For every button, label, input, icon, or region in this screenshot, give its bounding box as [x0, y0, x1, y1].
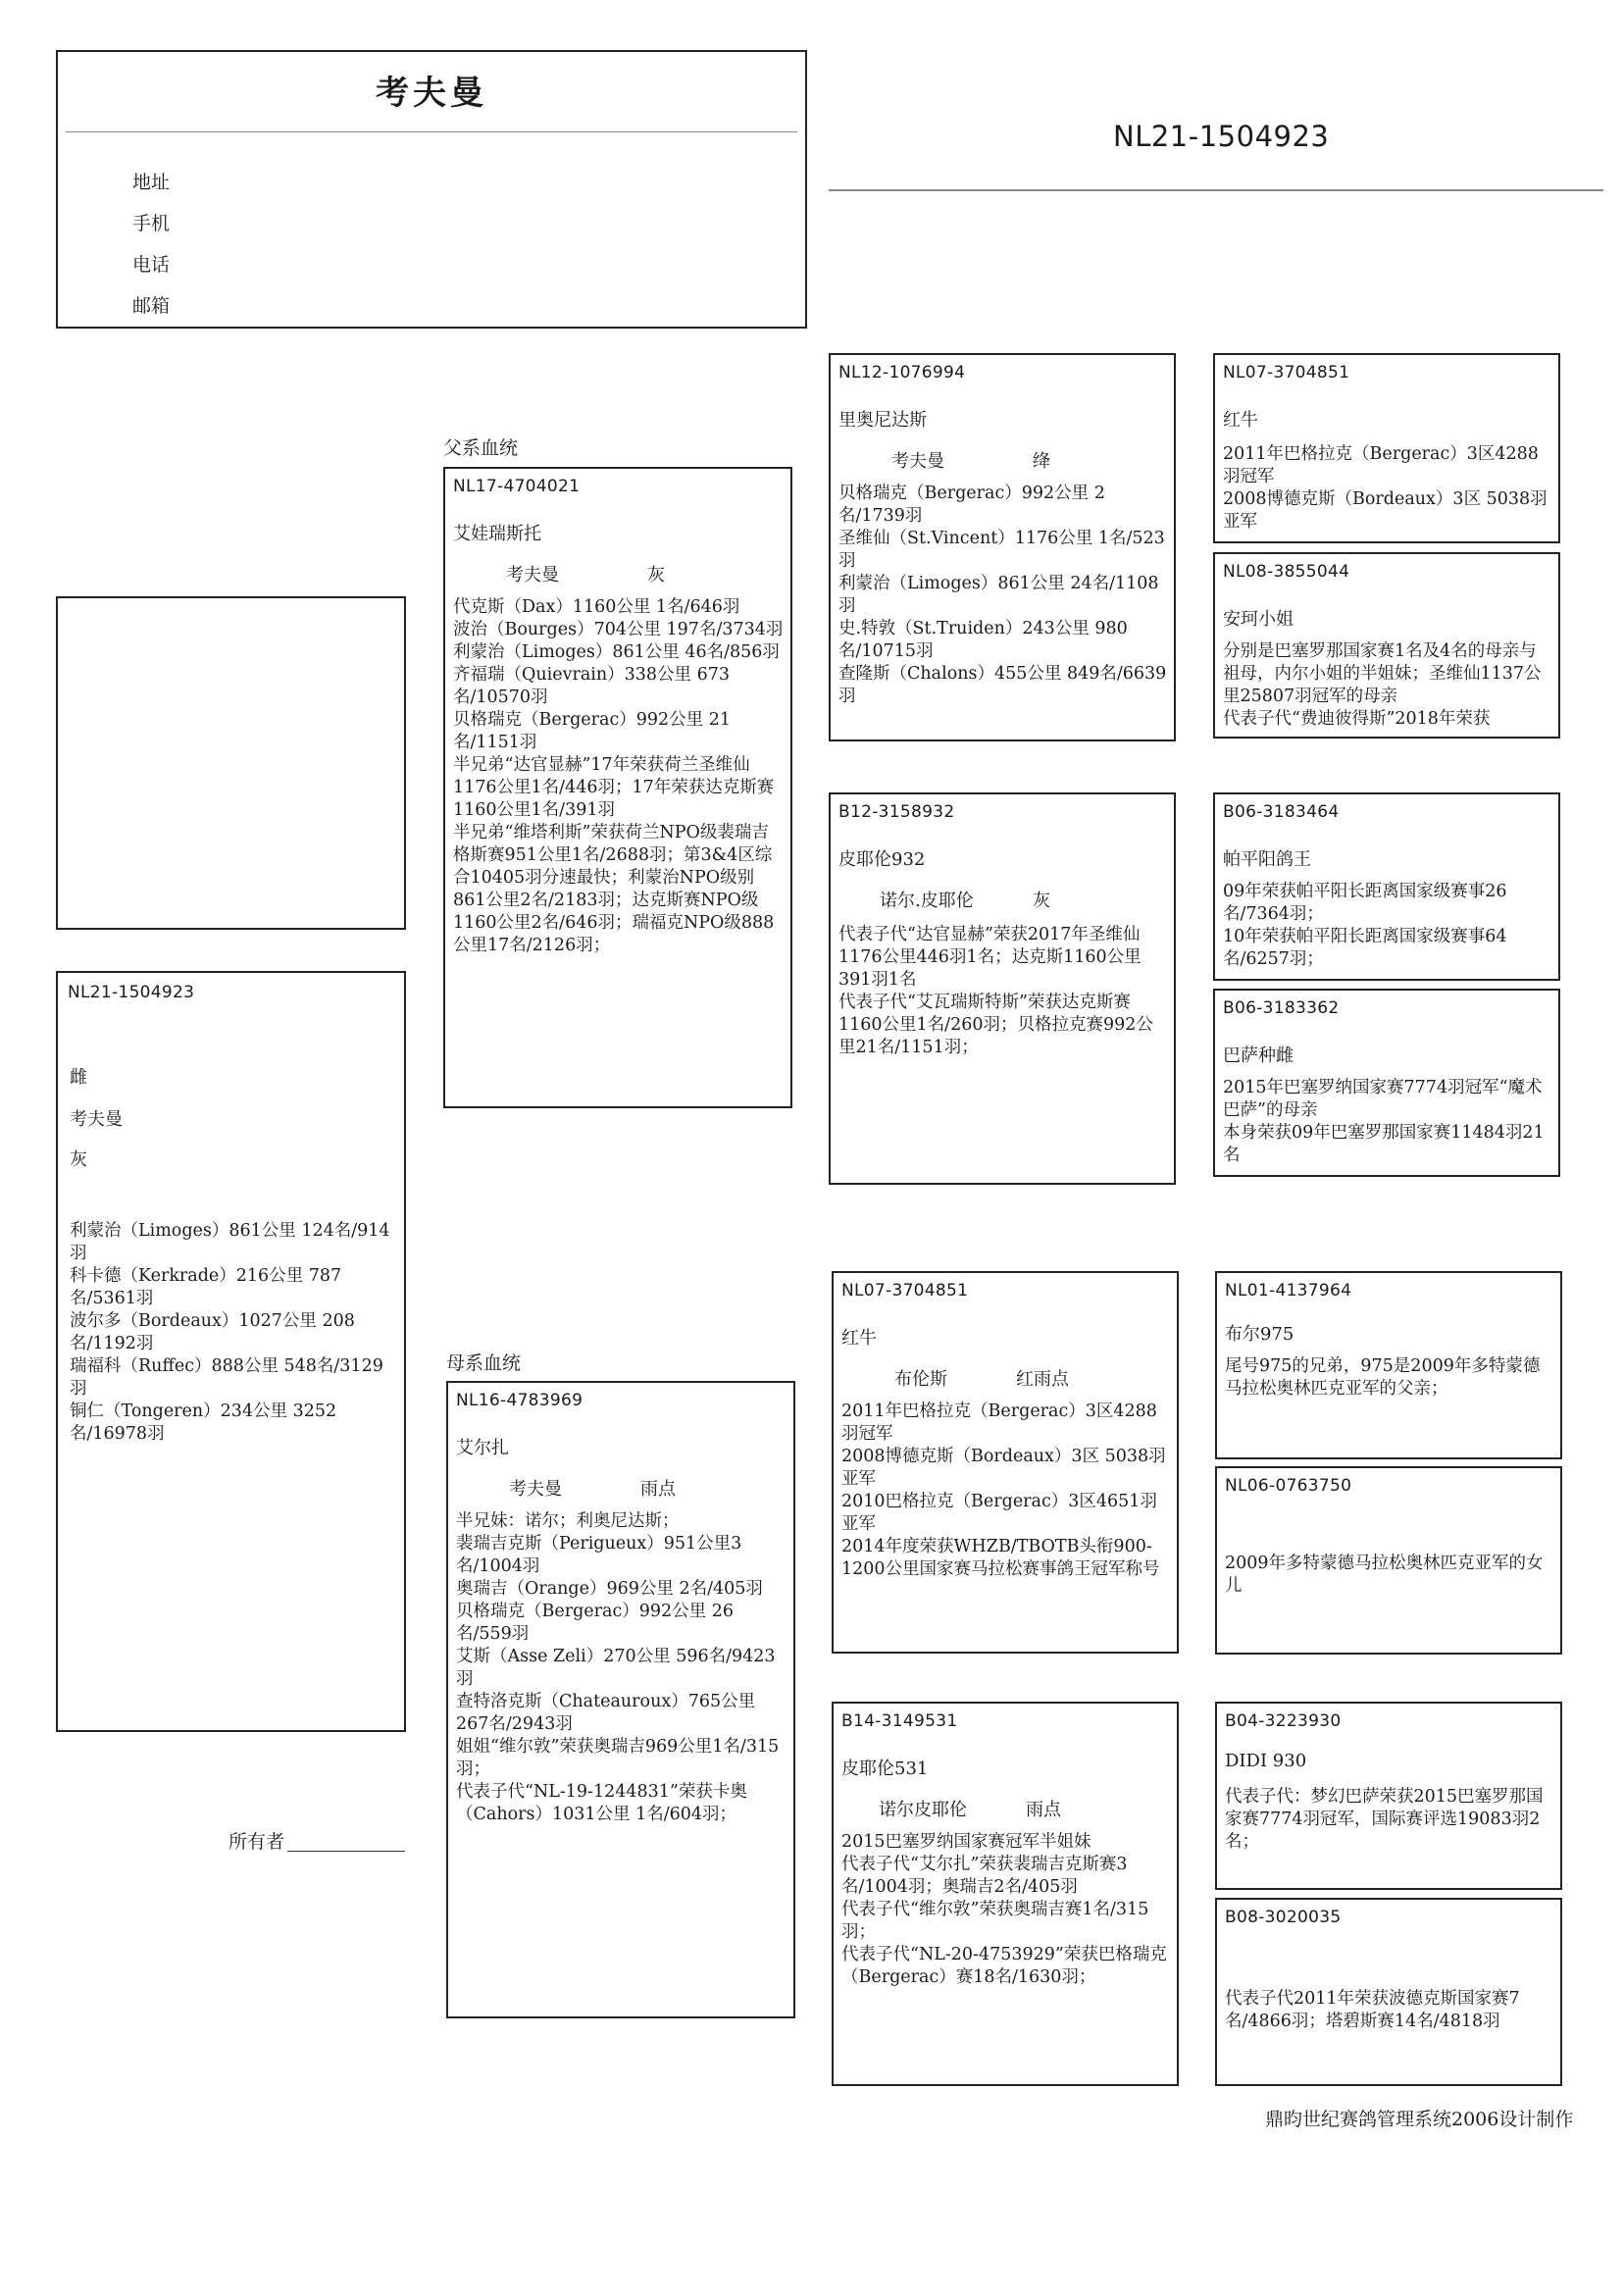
dsd-card [1215, 1466, 1562, 1655]
owner-signature-label: 所有者 [228, 1831, 285, 1853]
ds-color: 红雨点 [1016, 1369, 1069, 1390]
main-ring-number: NL21-1504923 [1113, 120, 1330, 153]
dam-section-label: 母系血统 [446, 1352, 522, 1374]
ds-breeder: 布伦斯 [894, 1369, 947, 1390]
result-line: 利蒙治（Limoges）861公里 124名/914羽 [70, 1221, 390, 1263]
dds-ring: B04-3223930 [1225, 1711, 1342, 1731]
dss-card [1215, 1271, 1562, 1459]
result-line: 瑞福科（Ruffec）888公里 548名/3129羽 [70, 1356, 383, 1399]
detail-line: 代表子代“NL-20-4753929”荣获巴格瑞克（Bergerac）赛18名/1630羽； [841, 1945, 1167, 1987]
subject-ring: NL21-1504923 [68, 983, 195, 1002]
ddd-card [1215, 1898, 1562, 2086]
dam-sire-card [832, 1271, 1179, 1654]
phone-label: 电话 [132, 254, 171, 276]
detail-line: 2008博德克斯（Bordeaux）3区 5038羽 亚军 [1223, 489, 1548, 532]
sds-card [1213, 792, 1560, 981]
detail-line: 史.特敦（St.Truiden）243公里 980名/10715羽 [838, 619, 1128, 661]
dds-details [1225, 1786, 1554, 1854]
detail-line: 本身荣获09年巴塞罗那国家赛11484羽21名 [1223, 1123, 1545, 1165]
detail-line: 2008博德克斯（Bordeaux）3区 5038羽 亚军 [841, 1447, 1166, 1489]
detail-line: 2015巴塞罗纳国家赛冠军半姐妹 [841, 1832, 1091, 1852]
detail-line: 奥瑞吉（Orange）969公里 2名/405羽 [456, 1579, 763, 1599]
detail-line: 波治（Bourges）704公里 197名/3734羽 [453, 620, 784, 639]
dam-color: 雨点 [640, 1479, 676, 1500]
sd-name: 皮耶伦932 [838, 849, 926, 870]
dam-ring: NL16-4783969 [456, 1391, 584, 1410]
detail-line: 半兄妹：诺尔；利奥尼达斯； [456, 1511, 680, 1531]
dam-breeder: 考夫曼 [509, 1479, 562, 1500]
owner-signature-line [287, 1851, 405, 1852]
ds-name: 红牛 [841, 1328, 877, 1349]
detail-line: 半兄弟“维塔利斯”荣获荷兰NPO级裴瑞吉格斯赛951公里1名/2688羽；第3&4区综合10405羽分速最快；利蒙治NPO级别861公里2名/2183羽；达克斯赛NPO级1160公里2名/646羽；瑞福克NPO级888公里17名/2126羽； [453, 823, 775, 955]
ddd-ring: B08-3020035 [1225, 1908, 1342, 1927]
sire-section-label: 父系血统 [443, 437, 519, 459]
detail-line: 2009年多特蒙德马拉松奥林匹克亚军的女儿 [1225, 1554, 1544, 1596]
detail-line: 尾号975的兄弟，975是2009年多特蒙德马拉松奥林匹克亚军的父亲； [1225, 1356, 1541, 1399]
detail-line: 2010巴格拉克（Bergerac）3区4651羽亚军 [841, 1492, 1157, 1534]
ssd-name: 安珂小姐 [1223, 609, 1294, 630]
detail-line: 代表子代“达官显赫”荣获2017年圣维仙1176公里446羽1名；达克斯1160公里391羽1名 [838, 925, 1142, 990]
sdd-name: 巴萨种雌 [1223, 1045, 1294, 1066]
detail-line: 贝格瑞克（Bergerac）992公里 21名/1151羽 [453, 710, 731, 752]
sss-card [1213, 353, 1560, 543]
dd-color: 雨点 [1026, 1800, 1061, 1820]
sss-ring: NL07-3704851 [1223, 363, 1350, 382]
sire-color: 灰 [647, 565, 665, 586]
subject-card [56, 971, 406, 1732]
dsd-details [1225, 1553, 1554, 1598]
detail-line: 贝格瑞克（Bergerac）992公里 26名/559羽 [456, 1602, 734, 1644]
detail-line: 代表子代“费迪彼得斯”2018年荣获 [1223, 709, 1491, 729]
dam-card [446, 1381, 795, 2018]
sire-sire-card [829, 353, 1176, 741]
subject-breeder: 考夫曼 [70, 1109, 123, 1130]
dam-name: 艾尔扎 [456, 1438, 509, 1458]
detail-line: 查隆斯（Chalons）455公里 849名/6639羽 [838, 664, 1167, 706]
dds-name: DIDI 930 [1225, 1751, 1307, 1771]
detail-line: 代表子代“艾尔扎”荣获裴瑞吉克斯赛3名/1004羽；奥瑞吉2名/405羽 [841, 1855, 1128, 1897]
ss-details [838, 483, 1168, 708]
dsd-ring: NL06-0763750 [1225, 1476, 1352, 1496]
detail-line: 姐姐“维尔敦”荣获奥瑞吉969公里1名/315羽； [456, 1737, 780, 1779]
result-line: 科卡德（Kerkrade）216公里 787名/5361羽 [70, 1266, 342, 1308]
subject-color: 灰 [70, 1149, 87, 1170]
detail-line: 裴瑞吉克斯（Perigueux）951公里3名/1004羽 [456, 1534, 742, 1576]
detail-line: 代表子代“艾瓦瑞斯特斯”荣获达克斯赛1160公里1名/260羽；贝格拉克赛992公里21名/1151羽； [838, 993, 1153, 1057]
dam-dam-card [832, 1702, 1179, 2086]
sss-name: 红牛 [1223, 410, 1258, 431]
dd-breeder: 诺尔皮耶伦 [879, 1800, 967, 1820]
sire-ring: NL17-4704021 [453, 477, 581, 496]
sd-breeder: 诺尔.皮耶伦 [880, 891, 974, 911]
ds-ring: NL07-3704851 [841, 1281, 969, 1300]
footer-credit: 鼎昀世纪赛鸽管理系统2006设计制作 [1265, 2109, 1574, 2130]
detail-line: 查特洛克斯（Chateauroux）765公里 267名/2943羽 [456, 1692, 756, 1734]
detail-line: 代表子代“NL-19-1244831”荣获卡奥（Cahors）1031公里 1名/604羽； [456, 1782, 747, 1824]
detail-line: 代克斯（Dax）1160公里 1名/646羽 [453, 597, 740, 617]
mobile-label: 手机 [132, 213, 171, 234]
ss-ring: NL12-1076994 [838, 363, 966, 382]
dam-details [456, 1510, 787, 1826]
address-label: 地址 [132, 172, 171, 193]
ss-name: 里奥尼达斯 [838, 410, 927, 431]
detail-line: 2011年巴格拉克（Bergerac）3区4288羽冠军 [841, 1402, 1157, 1444]
ssd-ring: NL08-3855044 [1223, 562, 1350, 582]
sire-breeder: 考夫曼 [506, 565, 559, 586]
sd-details [838, 924, 1168, 1059]
sd-color: 灰 [1033, 891, 1050, 911]
dds-card [1215, 1702, 1562, 1890]
email-label: 邮箱 [132, 295, 171, 317]
sire-dam-card [829, 792, 1176, 1185]
detail-line: 09年荣获帕平阳长距离国家级赛事26名/7364羽； [1223, 882, 1507, 924]
subject-sex: 雌 [70, 1067, 87, 1088]
dss-details [1225, 1355, 1554, 1401]
detail-line: 10年荣获帕平阳长距离国家级赛事64名/6257羽； [1223, 927, 1507, 969]
detail-line: 贝格瑞克（Bergerac）992公里 2名/1739羽 [838, 484, 1105, 526]
ssd-details [1223, 640, 1552, 731]
sdd-card [1213, 989, 1560, 1177]
detail-line: 2011年巴格拉克（Bergerac）3区4288羽冠军 [1223, 444, 1539, 486]
sire-name: 艾娃瑞斯托 [453, 524, 541, 544]
detail-line: 利蒙治（Limoges）861公里 24名/1108羽 [838, 574, 1159, 616]
detail-line: 代表子代：梦幻巴萨荣获2015巴塞罗那国家赛7774羽冠军，国际赛评选19083羽2名； [1225, 1787, 1544, 1852]
detail-line: 2015年巴塞罗纳国家赛7774羽冠军“魔术巴萨”的母亲 [1223, 1078, 1543, 1120]
detail-line: 利蒙治（Limoges）861公里 46名/856羽 [453, 642, 780, 662]
ds-details [841, 1401, 1171, 1581]
owner-divider [66, 131, 797, 132]
detail-line: 艾斯（Asse Zeli）270公里 596名/9423羽 [456, 1647, 776, 1689]
dss-ring: NL01-4137964 [1225, 1281, 1352, 1300]
sire-details [453, 596, 785, 957]
detail-line: 圣维仙（St.Vincent）1176公里 1名/523羽 [838, 529, 1165, 571]
detail-line: 分别是巴塞罗那国家赛1名及4名的母亲与祖母，内尔小姐的半姐妹；圣维仙1137公里25807羽冠军的母亲 [1223, 641, 1542, 706]
subject-results [70, 1220, 398, 1446]
sd-ring: B12-3158932 [838, 802, 955, 822]
sds-details [1223, 881, 1552, 971]
photo-frame [56, 596, 406, 930]
dd-name: 皮耶伦531 [841, 1759, 929, 1779]
result-line: 波尔多（Bordeaux）1027公里 208名/1192羽 [70, 1311, 355, 1353]
ssd-card [1213, 552, 1560, 739]
dd-details [841, 1831, 1171, 1989]
ddd-details [1225, 1988, 1554, 2033]
sdd-ring: B06-3183362 [1223, 998, 1340, 1018]
sss-details [1223, 443, 1552, 534]
detail-line: 代表子代“维尔敦”荣获奥瑞吉赛1名/315羽； [841, 1900, 1149, 1942]
dss-name: 布尔975 [1225, 1324, 1294, 1345]
sds-name: 帕平阳鸽王 [1223, 849, 1311, 870]
owner-title: 考夫曼 [376, 74, 487, 113]
detail-line: 代表子代2011年荣获波德克斯国家赛7名/4866羽；塔碧斯赛14名/4818羽 [1225, 1989, 1520, 2031]
detail-line: 齐福瑞（Quievrain）338公里 673名/10570羽 [453, 665, 730, 707]
sdd-details [1223, 1077, 1552, 1167]
ss-color: 绛 [1033, 451, 1050, 472]
sire-card [443, 467, 792, 1108]
owner-box [56, 50, 807, 329]
detail-line: 2014年度荣获WHZB/TBOTB头衔900-1200公里国家赛马拉松赛事鸽王冠军称号 [841, 1537, 1160, 1579]
ring-divider [829, 189, 1603, 191]
ss-breeder: 考夫曼 [891, 451, 944, 472]
sds-ring: B06-3183464 [1223, 802, 1340, 822]
dd-ring: B14-3149531 [841, 1711, 958, 1731]
result-line: 铜仁（Tongeren）234公里 3252名/16978羽 [70, 1402, 337, 1444]
detail-line: 半兄弟“达官显赫”17年荣获荷兰圣维仙1176公里1名/446羽；17年荣获达克斯赛1160公里1名/391羽 [453, 755, 775, 820]
